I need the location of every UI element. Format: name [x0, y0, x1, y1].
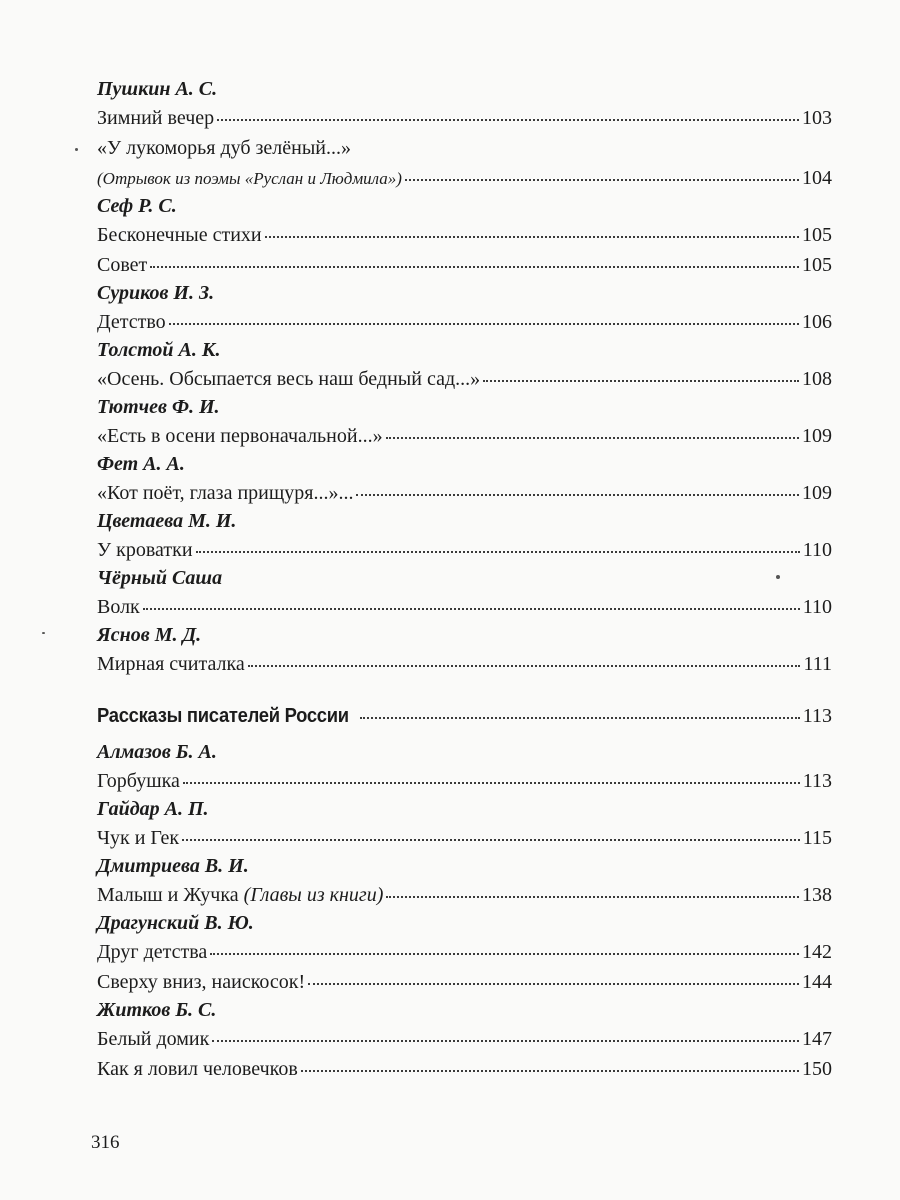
entry-title: Детство — [97, 311, 166, 333]
entry-page-number: 142 — [802, 941, 832, 963]
author-name: Алмазов Б. А. — [97, 741, 217, 763]
author-name: Гайдар А. П. — [97, 798, 209, 820]
entry-title: У кроватки — [97, 539, 193, 561]
dot-leader — [210, 938, 799, 958]
toc-author-group — [97, 622, 832, 679]
toc-entry[interactable] — [97, 1054, 832, 1084]
entry-title-wrap — [97, 823, 179, 853]
author-name: Дмитриева В. И. — [97, 855, 249, 877]
entry-page-number: 138 — [802, 884, 832, 906]
dot-leader — [143, 593, 800, 613]
dot-leader — [196, 536, 800, 556]
entry-page-number: 103 — [802, 107, 832, 129]
entry-title-wrap — [97, 307, 166, 337]
author-name: Сеф Р. С. — [97, 195, 177, 217]
toc-author-group — [97, 451, 832, 508]
entry-title: Зимний вечер — [97, 107, 215, 129]
toc-entry[interactable] — [97, 250, 832, 280]
toc-entry[interactable] — [97, 766, 832, 796]
entry-page-number: 113 — [802, 770, 832, 792]
toc-entry[interactable] — [97, 103, 832, 133]
toc-entry[interactable] — [97, 307, 832, 337]
toc-author-group — [97, 394, 832, 451]
dot-leader — [483, 365, 799, 385]
toc-author-group — [97, 739, 832, 796]
dot-leader — [405, 164, 799, 184]
entry-title: Чук и Гек — [97, 827, 180, 849]
entry-page-number: 110 — [802, 596, 832, 618]
dot-leader — [217, 104, 799, 124]
dot-leader — [356, 479, 799, 499]
toc-entry[interactable] — [97, 478, 832, 508]
author-name: Цветаева М. И. — [97, 510, 237, 532]
print-speck — [776, 575, 780, 579]
dot-leader — [212, 1025, 799, 1045]
dot-leader — [386, 422, 799, 442]
entry-title-wrap — [97, 592, 140, 622]
author-name: Суриков И. З. — [97, 282, 215, 304]
table-of-contents — [97, 76, 832, 1084]
toc-author-group — [97, 508, 832, 565]
toc-author-group — [97, 337, 832, 394]
toc-author-group — [97, 565, 832, 622]
entry-page-number: 109 — [802, 425, 832, 447]
author-name: Фет А. А. — [97, 453, 185, 475]
toc-section-heading — [97, 701, 832, 731]
dot-leader — [386, 881, 799, 901]
author-name: Драгунский В. Ю. — [97, 912, 254, 934]
entry-page-number: 147 — [802, 1028, 832, 1050]
print-speck — [75, 148, 78, 151]
entry-title-wrap — [97, 364, 480, 394]
entry-page-number: 104 — [802, 167, 832, 189]
toc-poetry-list — [97, 76, 832, 679]
author-name: Чёрный Саша — [97, 567, 223, 589]
page-folio: 316 — [91, 1132, 120, 1153]
entry-title: (Отрывок из поэмы «Руслан и Людмила») — [97, 169, 402, 188]
entry-page-number: 109 — [802, 482, 832, 504]
dot-leader — [360, 702, 800, 722]
entry-page-number: 108 — [802, 368, 832, 390]
author-name: Житков Б. С. — [97, 999, 217, 1021]
entry-title-wrap — [97, 649, 245, 679]
dot-leader — [183, 767, 800, 787]
entry-title: Сверху вниз, наискосок! — [97, 971, 306, 993]
entry-page-number: 111 — [803, 653, 832, 675]
toc-entry[interactable] — [97, 1024, 832, 1054]
entry-page-number: 110 — [802, 539, 832, 561]
toc-author-group — [97, 997, 832, 1084]
entry-page-number: 105 — [802, 224, 832, 246]
toc-entry[interactable] — [97, 421, 832, 451]
toc-entry[interactable] — [97, 592, 832, 622]
entry-title: Волк — [97, 596, 140, 618]
toc-author-group — [97, 796, 832, 853]
entry-page-number: 115 — [802, 827, 832, 849]
entry-title-wrap — [97, 967, 305, 997]
toc-author-group — [97, 76, 832, 193]
toc-stories-list — [97, 739, 832, 1084]
dot-leader — [301, 1055, 799, 1075]
entry-title: Белый домик — [97, 1028, 210, 1050]
toc-entry[interactable] — [97, 220, 832, 250]
dot-leader — [248, 650, 801, 670]
author-name: Яснов М. Д. — [97, 624, 202, 646]
print-speck — [42, 632, 45, 634]
entry-title-wrap — [97, 937, 207, 967]
toc-author-group — [97, 280, 832, 337]
entry-title: Совет — [97, 254, 148, 276]
dot-leader — [182, 824, 800, 844]
entry-title-wrap — [97, 103, 214, 133]
entry-title: «Есть в осени первоначальной...» — [97, 425, 383, 447]
entry-page-number: 150 — [802, 1058, 832, 1080]
entry-title: Горбушка — [97, 770, 180, 792]
entry-title-wrap — [97, 164, 402, 194]
toc-entry[interactable] — [97, 364, 832, 394]
toc-entry[interactable] — [97, 937, 832, 967]
entry-title-wrap — [97, 250, 147, 280]
dot-leader — [169, 308, 799, 328]
author-name: Пушкин А. С. — [97, 78, 218, 100]
entry-page-number: 105 — [802, 254, 832, 276]
entry-title: Друг детства — [97, 941, 208, 963]
toc-entry[interactable] — [97, 535, 832, 565]
entry-title-wrap — [97, 133, 351, 163]
toc-author-group — [97, 853, 832, 910]
entry-title: Мирная считалка — [97, 653, 245, 675]
entry-title: «У лукоморья дуб зелёный...» — [97, 137, 352, 159]
entry-title-wrap — [97, 220, 262, 250]
toc-entry[interactable] — [97, 823, 832, 853]
entry-title-wrap — [97, 880, 383, 910]
entry-title-wrap — [97, 421, 383, 451]
entry-page-number: 106 — [802, 311, 832, 333]
dot-leader — [308, 968, 799, 988]
entry-title: «Осень. Обсыпается весь наш бедный сад...» — [97, 368, 481, 390]
dot-leader — [150, 251, 799, 271]
entry-title: Как я ловил человечков — [97, 1058, 298, 1080]
entry-title: Малыш и Жучка — [97, 884, 239, 906]
entry-page-number: 144 — [802, 971, 832, 993]
section-title: Рассказы писателей России — [97, 705, 349, 727]
toc-entry[interactable] — [97, 880, 832, 910]
entry-title-wrap — [97, 1024, 209, 1054]
entry-title-wrap — [97, 535, 193, 565]
toc-entry[interactable] — [97, 163, 832, 193]
toc-entry[interactable] — [97, 649, 832, 679]
entry-title-wrap — [97, 478, 353, 508]
entry-title-wrap — [97, 1054, 298, 1084]
author-name: Тютчев Ф. И. — [97, 396, 220, 418]
toc-entry[interactable] — [97, 133, 832, 163]
toc-entry[interactable] — [97, 967, 832, 997]
toc-author-group — [97, 193, 832, 280]
author-name: Толстой А. К. — [97, 339, 221, 361]
dot-leader — [265, 221, 799, 241]
entry-title-wrap — [97, 766, 180, 796]
toc-author-group — [97, 910, 832, 997]
section-page-number: 113 — [802, 705, 832, 727]
entry-note: (Главы из книги) — [243, 884, 384, 906]
entry-title: Бесконечные стихи — [97, 224, 262, 246]
entry-title: «Кот поёт, глаза прищуря...»... — [97, 482, 354, 504]
